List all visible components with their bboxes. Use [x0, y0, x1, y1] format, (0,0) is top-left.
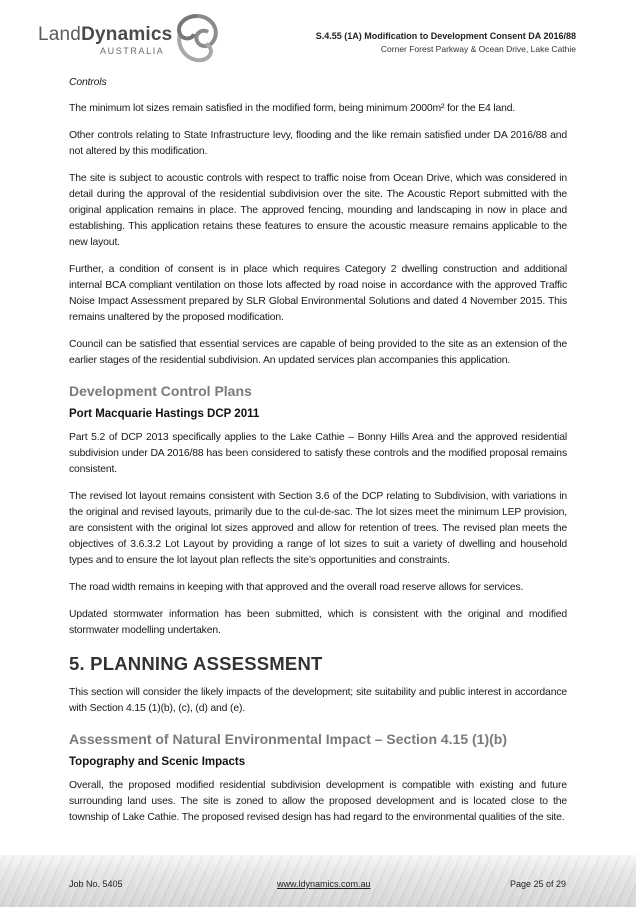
- page-number: Page 25 of 29: [509, 879, 566, 889]
- paragraph: Overall, the proposed modified residential subdivision development is compatible with existing and future surrounding land uses. The site is zoned to allow the proposed development and is located close to the township of Lake Cathie. The proposed revised design has had regard to the environmental qualities of the site.: [69, 780, 567, 823]
- paragraph: Part 5.2 of DCP 2013 specifically applies to the Lake Cathie – Bonny Hills Area and the approved residential subdivision under DA 2016/88 has been considered to satisfy these controls and the modified proposal remains consistent.: [69, 432, 567, 475]
- document-subtitle: Corner Forest Parkway & Ocean Drive, Lake Cathie: [380, 44, 576, 54]
- logo-part-land: Land: [38, 24, 82, 45]
- paragraph: The site is subject to acoustic controls with respect to traffic noise from Ocean Drive, which was considered in detail during the approval of the residential subdivision over the site. The Acoustic Report submitted with the original application remains in place. The approved fencing, mounding and landscaping in now in place and establishing. This application retains these features to ensure the acoustic measure remains applicable to the new layout.: [69, 173, 567, 248]
- heading-planning-assessment: 5. PLANNING ASSESSMENT: [69, 653, 323, 674]
- logo-mark-icon: [170, 12, 224, 66]
- heading-topography: Topography and Scenic Impacts: [69, 756, 246, 768]
- logo-part-dynamics: Dynamics: [81, 24, 173, 45]
- job-number: Job No. 5405: [69, 879, 123, 889]
- paragraph: Other controls relating to State Infrastructure levy, flooding and the like remain satisfied under DA 2016/88 and not altered by this modification.: [69, 130, 567, 157]
- heading-natural-environmental-impact: Assessment of Natural Environmental Impact – Section 4.15 (1)(b): [69, 731, 508, 747]
- website-link[interactable]: www.ldynamics.com.au: [277, 879, 371, 889]
- heading-port-macquarie-dcp: Port Macquarie Hastings DCP 2011: [69, 408, 260, 420]
- paragraph: The road width remains in keeping with that approved and the overall road reserve allows for services.: [69, 582, 524, 593]
- heading-development-control-plans: Development Control Plans: [69, 383, 252, 399]
- paragraph: Further, a condition of consent is in place which requires Category 2 dwelling construction and additional internal BCA compliant ventilation on those lots affected by road noise in accordance with the approved Traffic Noise Impact Assessment prepared by SLR Global Environmental Solutions and dated 4 November 2015. This remains unaltered by the proposed modification.: [69, 264, 567, 323]
- paragraph: The minimum lot sizes remain satisfied in the modified form, being minimum 2000m² for the E4 land.: [69, 103, 516, 114]
- paragraph: The revised lot layout remains consistent with Section 3.6 of the DCP relating to Subdivision, with variations in the original and revised layouts, primarily due to the cul-de-sac. The lot sizes meet the minimum LEP provision, are consistent with the original lot sizes approved and allow for retention of trees. The revised plan meets the objectives of 3.6.3.2 Lot Layout by providing a range of lot sizes to suit a variety of dwelling and household types and to ensure the lot layout plan reflects the site’s opportunities and constraints.: [69, 491, 567, 566]
- paragraph: Council can be satisfied that essential services are capable of being provided to the site as an extension of the earlier stages of the residential subdivision. An updated services plan accompanies this application.: [69, 339, 567, 366]
- document-title: S.4.55 (1A) Modification to Development Consent DA 2016/88: [315, 31, 576, 41]
- controls-label: Controls: [69, 77, 107, 88]
- logo-subtitle: AUSTRALIA: [100, 46, 165, 56]
- page-header: [0, 0, 636, 66]
- page-footer: [0, 855, 636, 907]
- paragraph: Updated stormwater information has been submitted, which is consistent with the original and modified stormwater modelling undertaken.: [69, 609, 567, 636]
- company-logo-text: [38, 24, 172, 46]
- page-content: [69, 75, 567, 837]
- paragraph: This section will consider the likely impacts of the development; site suitability and public interest in accordance with Section 4.15 (1)(b), (c), (d) and (e).: [69, 687, 567, 714]
